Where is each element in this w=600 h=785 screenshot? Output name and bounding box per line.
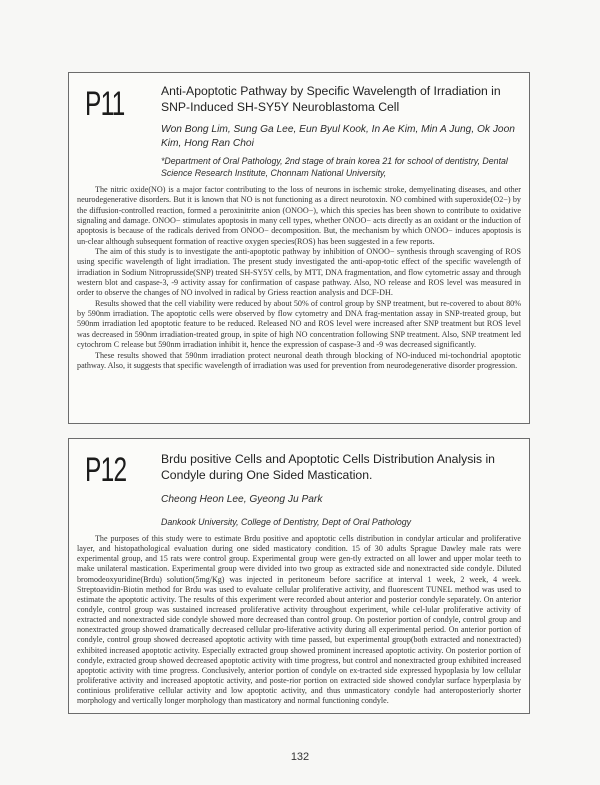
abstract-affiliation: Dankook University, College of Dentistry, Dept of Oral Pathology [161, 517, 412, 527]
abstract-affiliation: *Department of Oral Pathology, 2nd stage of brain korea 21 for school of dentistry, Dental Science Research Institute, Chonnam National University, [161, 156, 508, 178]
abstract-paragraph: The nitric oxide(NO) is a major factor contributing to the loss of neurons in ischemic stroke, demyelinating diseases, and other neurodegenerative disorders. But it is known that NO is not functioning as a direct neurotoxin. NO combined with superoxide(O2−) by the diffusion-controlled reaction, formed a peroxinitrite anion (ONOO−), which this species has been shown to contribute to oxidative signaling and damage. ONOO− stimulates apoptosis in many cell types, whether ONOO− acts directly as an oxidant or the induction of apoptosis is because of the radicals derived from ONOO− decomposition. But, the mechanism by which ONOO− induces apoptosis is un-clear although subsequent formation of reactive oxygen species(ROS) has been suggested in a few reports. [77, 185, 521, 246]
abstract-paragraph: The purposes of this study were to estimate Brdu positive and apoptotic cells distribution in condylar articular and proliferative layer, and histopathological evaluation during one sided masticatory condition. 15 of 30 adults Sprague Dawley male rats were experimental group, and 15 rats were control group. Experimental group were gen-tly extracted on all lower and upper molar teeth to make unilateral mastication. Experimental group were divided into two group as extracted side and nonextracted side condyle. Diluted bromodeoxyuridine(Brdu) solution(5mg/Kg) was injected in peritoneum before sacrifice at interval 1 week, 2 week, 4 week. Streptoavidin-Biotin method for Brdu was used to evaluate cellular proliferative activity, and fluorescent TUNEL method was used to estimate the apoptotic activity. The results of this experiment were recorded about anterior and posterior condyle separately. On anterior condyle, control group was sustained increased proliferative activity throughout experiment, while cel-lular proliferative activity of extracted and nonextracted side condyle showed more decreased than control group. On posterior portion of condyle, control group and nonextracted group showed dramatically decreased cellular pro-liferative activity during all experimental period. On anterior portion of condyle, control group showed decreased apoptotic activity with time passed, but experimental group(both extracted and nonextracted) exhibited increased apoptotic activity. Especially extracted group showed prominent increased apoptotic activity. On posterior portion of condyle, extracted group showed decreased apoptotic activity with time progress, but control and nonextracted group exhibited increased apoptotic activity with time progress. Conclusively, anterior portion of condyle on ex-tracted side expressed hypoplasia by low cellular proliferative activity and increased apoptotic activity, and poste-rior portion on extracted side showed condylar surface hyperplasia by continious proliferative cellular activity and low apoptotic activity, and thus unmasticatory condyle had anteroposteriorly shorter morphology and vertically longer morphology than masticatory and normal functioning condyle. [77, 534, 521, 706]
abstract-body [77, 534, 521, 706]
abstract-paragraph: Results showed that the cell viability were reduced by about 50% of control group by SNP treatment, but re-covered to about 80% by 590nm irradiation. The apoptotic cells were observed by flow cytometry and DNA frag-mentation assay in SNP-treated group, but 590nm irradiation led apoptotic feature to be reduced. Released NO and ROS level were increased after SNP treatment but ROS level was decreased in 590nm irradiation-treated group, in spite of high NO concentration following SNP treatment. Also, SNP treatment led cytochrom C release but 590nm irradiation inhibit it, hence the expression of caspase-3 and -9 was decreased significantly. [77, 298, 521, 350]
abstract-title: Brdu positive Cells and Apoptotic Cells Distribution Analysis in Condyle during One Sided Mastication. [161, 452, 495, 482]
abstract-body [77, 185, 521, 371]
abstract-authors: Cheong Heon Lee, Gyeong Ju Park [161, 494, 323, 505]
abstract-paragraph: These results showed that 590nm irradiation protect neuronal death through blocking of NO-induced mi-tochondrial apoptotic pathway. Also, it suggests that specific wavelength of irradiation was used for prevention from neurodegenerative disorder progression. [77, 350, 521, 370]
abstract-title: Anti-Apoptotic Pathway by Specific Wavelength of Irradiation in SNP-Induced SH-SY5Y Neuroblastoma Cell [161, 84, 501, 114]
abstract-paragraph: The aim of this study is to investigate the anti-apoptotic pathway by inhibition of ONOO− synthesis through scavenging of ROS using specific wavelength of light irradiation. The present study investigated the anti-apop-totic effect of the specific wavelength of irradiation in Sodium Nitroprusside(SNP) treated SH-SY5Y cells, by MTT, DNA fragmentation, and flow cytometric assay and through western blot and caspase-3, -9 activity assay for confirmation of caspase pathway. Also, NO release and ROS level was measured in order to observe the changes of NO involved in radical by Griess reaction analysis and DCF-DH. [77, 247, 521, 298]
abstract-p11 [68, 72, 530, 424]
page-number: 132 [290, 751, 310, 763]
abstract-p12 [68, 438, 530, 714]
abstract-authors: Won Bong Lim, Sung Ga Lee, Eun Byul Kook, In Ae Kim, Min A Jung, Ok Joon Kim, Hong Ran Choi [161, 124, 515, 149]
abstract-id: P11 [85, 85, 125, 123]
abstract-id: P12 [85, 451, 127, 489]
